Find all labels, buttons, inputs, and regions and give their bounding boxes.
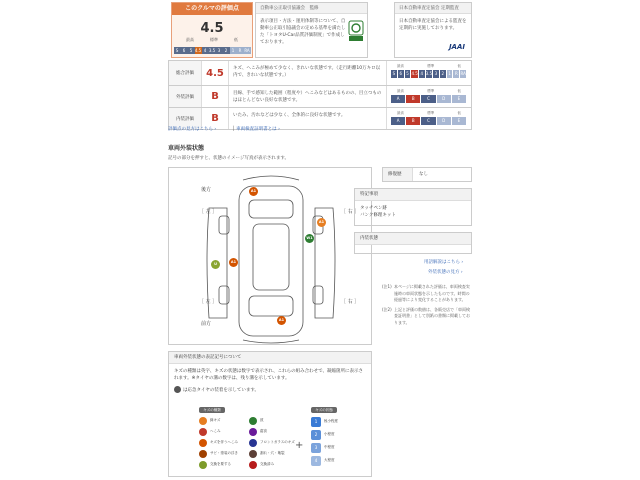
section-subtitle: 記号の部分を押すと、状態のイメージ写真が表示されます。: [168, 156, 290, 161]
mini-scale-high: 最高: [397, 111, 404, 115]
special-notes-value: タッチペン跡 バンク修理キット: [360, 206, 396, 218]
legend-item: [199, 415, 249, 426]
mini-scale-step: 5: [405, 70, 412, 78]
special-notes-panel: [354, 188, 472, 226]
mini-scale-mid: 標準: [427, 64, 435, 68]
mini-scale-step: R: [453, 70, 460, 78]
legend-level-item: [311, 428, 369, 441]
evaluation-grade: B: [202, 108, 229, 129]
assoc-right-body: 日本自動車査定協会による監査を定期的に実施しております。: [399, 19, 467, 31]
legend-level-label: 大程度: [324, 458, 335, 462]
assoc-panel-right: [394, 2, 472, 58]
mini-scale-step: S: [391, 70, 398, 78]
score-scale-step: 1: [230, 47, 237, 54]
legend-dot-icon: [249, 450, 257, 458]
notes-block: [382, 284, 472, 326]
legend-item: [199, 448, 249, 459]
evaluation-row: [168, 86, 472, 108]
legend-level-item: [311, 415, 369, 428]
assoc-left-body: 表示項目・方法・運用体制等について、自動車公正取引協議会の定める基準を満たした「トヨタU-Car品質評価制度」で作成しております。: [260, 19, 346, 45]
legend-dot-icon: [199, 417, 207, 425]
score-value: 4.5: [200, 21, 224, 36]
mini-scale-low: 低: [457, 89, 461, 93]
diagram-label-right-bottom: ［ 右 ］: [341, 299, 360, 305]
score-scale-step: S: [174, 47, 181, 54]
damage-mark[interactable]: A1: [277, 316, 286, 325]
legend-item-label: 割れ・穴・亀裂: [260, 451, 285, 455]
legend-dot-icon: [249, 439, 257, 447]
legend-item-label: 波: [260, 418, 264, 422]
mini-scale-step: 1: [447, 70, 454, 78]
legend-level-box: 1: [311, 417, 321, 427]
legend-dot-icon: [199, 450, 207, 458]
diagram-label-right-top: ［ 右 ］: [341, 209, 360, 215]
mini-scale-high: 最高: [397, 64, 404, 68]
score-box-title: このクルマの評価点: [172, 3, 252, 15]
note2-number: (注2): [382, 306, 392, 312]
interior-condition-value: [355, 245, 471, 253]
legend-plus: +: [295, 440, 304, 451]
eval-point-link[interactable]: 評価点の見方はこちら ›: [168, 127, 217, 132]
mini-scale-step: 4: [419, 70, 426, 78]
score-scale-step: R: [237, 47, 244, 54]
legend-item: [249, 437, 299, 448]
legend-item-label: フロントガラスのキズ: [260, 440, 295, 444]
assoc-panel-left: [255, 2, 368, 58]
legend-item-label: 腐食: [260, 429, 267, 433]
jaai-logo: JAAI: [448, 43, 465, 51]
evaluation-description: キズ、へこみが極めて少なく、きれいな状態です。（走行距離10万キロ以内で、きれいな状態です。）: [229, 61, 387, 85]
scale-label-high: 最高: [186, 37, 194, 42]
car-outline-diagram: [169, 168, 373, 346]
legend-level-box: 2: [311, 430, 321, 440]
score-scale-step: 5: [188, 47, 195, 54]
score-scale-step: 4: [202, 47, 209, 54]
exterior-guide-link[interactable]: 外装状態の見方 ›: [428, 270, 463, 275]
legend-item: [199, 459, 249, 470]
legend-item-label: 交換済み: [260, 462, 274, 466]
mini-scale-step: A: [391, 117, 406, 125]
legend-dot-icon: [249, 417, 257, 425]
interior-condition-header: 内装状態: [355, 233, 471, 245]
legend-item-label: 線キズ: [210, 418, 221, 422]
legend-level-label: 小程度: [324, 432, 335, 436]
mini-scale-step: 2: [440, 70, 447, 78]
inspection-cert-link[interactable]: │ 車両検査証明書とは ›: [232, 127, 280, 132]
evaluation-description: いたみ、汚れなどは少なく、全体的に良好な状態です。: [229, 108, 387, 129]
repair-history-label: 修復歴: [383, 168, 413, 181]
mini-scale-step: D: [437, 95, 452, 103]
note1-text: 本ページに掲載された評価は、車両検査実施時の車両状態を示したものです。時間の経過等により変化することがあります。: [394, 284, 470, 302]
evaluation-scale: [387, 108, 471, 129]
assoc-left-header: 自動車公正取引協議会 監修: [256, 3, 367, 14]
diagram-label-left-top: ［ 左 ］: [199, 209, 218, 215]
score-scale: [172, 47, 252, 54]
special-notes-header: 特記事項: [355, 189, 471, 201]
legend-item: [249, 426, 299, 437]
repair-history-row: [382, 167, 472, 182]
legend-item: [199, 426, 249, 437]
legend-level-box: 3: [311, 443, 321, 453]
score-box: [171, 2, 253, 58]
legend-level-label: 中程度: [324, 445, 335, 449]
evaluation-grade: B: [202, 86, 229, 107]
car-diagram-panel: [168, 167, 372, 345]
legend-dot-icon: [199, 428, 207, 436]
spare-tire-icon: [174, 386, 181, 393]
evaluation-scale: [387, 86, 471, 107]
score-scale-step: 3: [216, 47, 223, 54]
score-scale-step: 3.5: [208, 48, 216, 53]
glossary-link[interactable]: 用語解説はこちら ›: [424, 260, 464, 265]
legend-col1-header: キズの種類: [199, 407, 225, 413]
scale-label-mid: 標準: [210, 37, 218, 42]
mini-scale-low: 低: [457, 111, 461, 115]
mini-scale-mid: 標準: [427, 111, 435, 115]
legend-tip: [169, 386, 371, 393]
damage-mark[interactable]: A1: [317, 218, 326, 227]
note1-number: (注1): [382, 284, 392, 289]
diagram-label-left-bottom: ［ 左 ］: [199, 299, 218, 305]
legend-level-item: [311, 454, 369, 467]
certified-seal-icon: [348, 20, 364, 50]
mini-scale-step: RA: [460, 71, 466, 76]
diagram-label-rear: 後方: [201, 187, 212, 193]
legend-level-label: 極小程度: [324, 419, 338, 423]
interior-condition-panel: [354, 232, 472, 254]
mini-scale-step: B: [406, 117, 421, 125]
legend-item-label: 交換を要する: [210, 462, 231, 466]
legend-item: [249, 459, 299, 470]
assoc-right-header: 日本自動車査定協会 定期監査: [395, 3, 471, 14]
mini-scale-step: 3: [433, 70, 440, 78]
evaluation-table: [168, 60, 472, 130]
mini-scale-high: 最高: [397, 89, 404, 93]
legend-dot-icon: [249, 461, 257, 469]
mini-scale-step: C: [421, 95, 436, 103]
evaluation-label: 内装評価: [169, 108, 202, 129]
mini-scale-step: 3.5: [425, 71, 432, 76]
legend-panel: [168, 351, 372, 477]
repair-history-value: なし: [419, 172, 428, 177]
legend-text: キズの種類は英字、キズの状態は数字で表示され、これらの組み合わせで、凝縮箇所に表示されます。※タイヤの溝の数字は、残り溝を示しています。: [174, 369, 363, 381]
mini-scale-step: B: [406, 95, 421, 103]
evaluation-description: 目線、手で感知した範囲（程度や）へこみなどはあるものの、目立つものはほとんどない良好な状態です。: [229, 86, 387, 107]
score-scale-step: 6: [181, 47, 188, 54]
mini-scale-step: 4.5: [411, 71, 418, 76]
section-title: 車両外装状態: [168, 145, 205, 152]
legend-damage-levels: [311, 407, 369, 467]
mini-scale-step: A: [391, 95, 406, 103]
legend-dot-icon: [199, 439, 207, 447]
legend-level-box: 4: [311, 456, 321, 466]
legend-item: [249, 448, 299, 459]
mini-scale-low: 低: [457, 64, 461, 68]
mini-scale-step: D: [437, 117, 452, 125]
score-scale-step: 2: [223, 47, 230, 54]
damage-mark[interactable]: U: [211, 260, 220, 269]
legend-damage-types: [199, 407, 299, 470]
score-scale-labels: [172, 37, 252, 43]
legend-item-label: キズを伴うへこみ: [210, 440, 238, 444]
mini-scale-step: E: [452, 117, 467, 125]
legend-col2-header: キズの状態: [311, 407, 337, 413]
evaluation-grade: 4.5: [202, 61, 229, 85]
evaluation-label: 総合評価: [169, 61, 202, 85]
evaluation-scale: [387, 61, 471, 85]
mini-scale-step: E: [452, 95, 467, 103]
legend-item-label: サビ・塗装の浮き: [210, 451, 238, 455]
mini-scale-step: 6: [398, 70, 405, 78]
damage-mark[interactable]: A1: [229, 258, 238, 267]
mini-scale-step: C: [421, 117, 436, 125]
damage-mark[interactable]: A1: [249, 187, 258, 196]
score-scale-step: 4.5: [194, 48, 202, 53]
damage-mark[interactable]: W1: [305, 234, 314, 243]
scale-label-low: 低: [234, 37, 238, 42]
legend-title: 車両外装状態の表記記号について: [169, 352, 371, 364]
diagram-label-front: 前方: [201, 321, 212, 327]
score-scale-step: RA: [244, 48, 250, 53]
evaluation-label: 外装評価: [169, 86, 202, 107]
legend-level-item: [311, 441, 369, 454]
evaluation-row: [168, 60, 472, 86]
legend-dot-icon: [199, 461, 207, 469]
legend-item-label: へこみ: [210, 429, 221, 433]
mini-scale-mid: 標準: [427, 89, 435, 93]
legend-tip-text: は応急タイヤの装着を示しています。: [183, 387, 260, 393]
legend-dot-icon: [249, 428, 257, 436]
legend-item: [199, 437, 249, 448]
note2-text: 上記と評価の数値は、各販売店で「車両検査証明書」として別紙の書類に掲載しております。: [394, 306, 470, 325]
legend-item: [249, 415, 299, 426]
